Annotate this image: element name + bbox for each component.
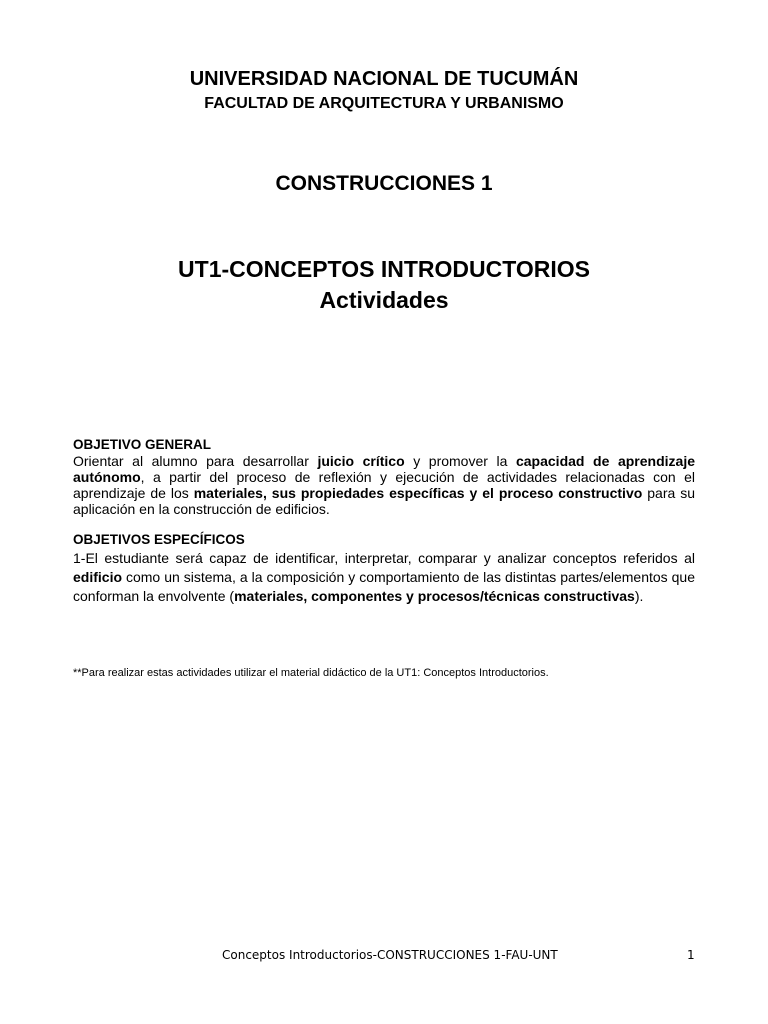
university-name: UNIVERSIDAD NACIONAL DE TUCUMÁN (189, 68, 579, 90)
general-objective-paragraph (73, 453, 695, 517)
specific-objectives-bold-2: materiales, componentes y procesos/técnicas constructivas (234, 588, 635, 604)
specific-objectives-paragraph (73, 549, 695, 606)
page-number: 1 (687, 948, 695, 962)
unit-title: UT1-CONCEPTOS INTRODUCTORIOS (178, 256, 590, 282)
general-objective-text-1: Orientar al alumno para desarrollar (73, 453, 318, 469)
specific-objectives-text-1: 1-El estudiante será capaz de identificar, interpretar, comparar y analizar conceptos referidos al (73, 550, 695, 566)
general-objective-bold-3: materiales, sus propiedades específicas y el proceso constructivo (193, 485, 643, 501)
general-objective-text-3: , a partir del proceso de reflexión y ejecución de actividades relacionadas con el aprendizaje de los (73, 469, 695, 501)
specific-objectives-text-3: ). (634, 588, 644, 604)
faculty-name: FACULTAD DE ARQUITECTURA Y URBANISMO (204, 95, 564, 112)
course-title: CONSTRUCCIONES 1 (275, 172, 493, 195)
specific-objectives-section (73, 532, 695, 606)
general-objective-section (73, 437, 695, 517)
specific-objectives-heading: OBJETIVOS ESPECÍFICOS (73, 532, 245, 547)
unit-subtitle: Actividades (319, 287, 449, 313)
specific-objectives-text-2: como un sistema, a la composición y comportamiento de las distintas partes/elementos que conforman la envolvente ( (73, 569, 695, 604)
general-objective-text-2: y promover la (404, 453, 516, 469)
general-objective-text-4: para su aplicación en la construcción de edificios. (73, 485, 695, 517)
footer-text: Conceptos Introductorios-CONSTRUCCIONES 1-FAU-UNT (222, 948, 558, 962)
specific-objectives-bold-1: edificio (73, 569, 123, 585)
general-objective-bold-2: capacidad de aprendizaje autónomo (73, 453, 695, 485)
general-objective-bold-1: juicio crítico (317, 453, 405, 469)
material-note: **Para realizar estas actividades utilizar el material didáctico de la UT1: Conceptos Introductorios. (73, 667, 549, 679)
general-objective-heading: OBJETIVO GENERAL (73, 437, 212, 452)
